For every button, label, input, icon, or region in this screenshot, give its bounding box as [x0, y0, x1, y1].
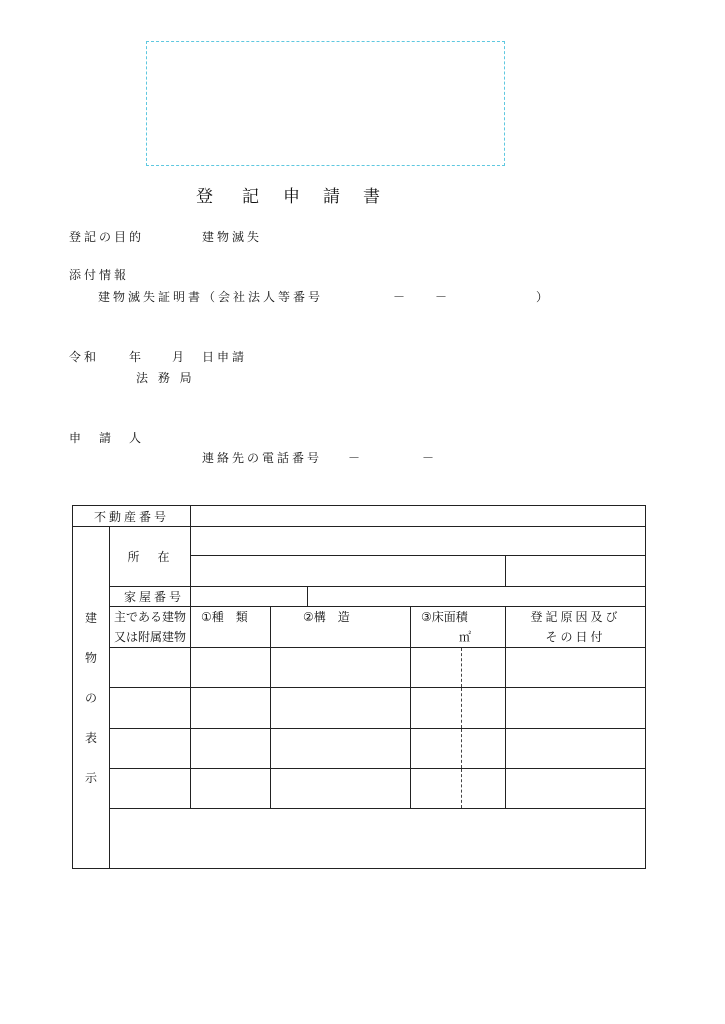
area-header-label: ③床面積 [421, 610, 468, 624]
table-row [73, 648, 646, 688]
location-cell-3[interactable] [506, 556, 646, 587]
row-cause-cell[interactable] [506, 648, 646, 688]
date-month: 月 [172, 350, 185, 364]
type-header-label: ①種 類 [201, 610, 248, 624]
row-main-cell[interactable] [110, 688, 191, 729]
property-no-cell[interactable] [191, 506, 646, 527]
purpose-value: 建物滅失 [202, 230, 263, 244]
main-bldg-line-1: 主である建物 [114, 610, 187, 624]
title-char: 記 [242, 187, 261, 207]
side-char: の [84, 690, 97, 705]
row-structure-cell[interactable] [271, 648, 411, 688]
side-char: 表 [84, 730, 97, 745]
location-cell-1[interactable] [191, 527, 646, 556]
type-header [191, 607, 271, 648]
date-day-apply: 日申請 [202, 350, 248, 364]
house-no-cell-2[interactable] [308, 587, 646, 607]
row-structure-cell[interactable] [271, 688, 411, 729]
side-char: 建 [84, 610, 97, 625]
revenue-stamp-box [146, 41, 505, 166]
area-unit: ㎡ [459, 630, 472, 644]
row-main-cell[interactable] [110, 729, 191, 769]
notes-cell[interactable] [110, 809, 646, 869]
row-area-cell[interactable] [411, 648, 506, 688]
cause-header [506, 607, 646, 648]
row-type-cell[interactable] [191, 729, 271, 769]
cause-header-line-2: その日付 [545, 630, 606, 644]
location-cell-2[interactable] [191, 556, 506, 587]
corp-no-dash-2: － [435, 290, 448, 304]
structure-header-label: ②構 造 [303, 610, 350, 624]
building-display-side [73, 527, 110, 869]
phone-label: 連絡先の電話番号 [202, 451, 323, 465]
row-cause-cell[interactable] [506, 729, 646, 769]
table-row [73, 769, 646, 809]
row-type-cell[interactable] [191, 688, 271, 729]
title-char: 申 [283, 187, 302, 207]
applicant-label: 申 請 人 [69, 431, 145, 445]
side-char: 示 [84, 770, 97, 785]
phone-dash-2: － [422, 451, 435, 465]
row-area-cell[interactable] [411, 688, 506, 729]
row-cause-cell[interactable] [506, 688, 646, 729]
side-label [73, 598, 109, 798]
location-label: 所 在 [110, 527, 191, 587]
row-main-cell[interactable] [110, 769, 191, 809]
area-header [411, 607, 506, 648]
row-cause-cell[interactable] [506, 769, 646, 809]
table-row [73, 729, 646, 769]
row-area-cell[interactable] [411, 769, 506, 809]
purpose-label: 登記の目的 [69, 230, 145, 244]
house-no-label: 家屋番号 [110, 587, 191, 607]
date-year: 年 [129, 350, 142, 364]
table-row [73, 688, 646, 729]
row-structure-cell[interactable] [271, 769, 411, 809]
title-char: 書 [363, 187, 382, 207]
building-table [72, 505, 646, 869]
phone-dash-1: － [348, 451, 361, 465]
corp-no-dash-1: － [393, 290, 406, 304]
structure-header [271, 607, 411, 648]
corp-no-close: ） [536, 290, 549, 304]
house-no-cell-1[interactable] [191, 587, 308, 607]
main-bldg-header [110, 607, 191, 648]
attachments-label: 添付情報 [69, 268, 130, 282]
title-char: 請 [323, 187, 342, 207]
property-no-label: 不動産番号 [73, 506, 191, 527]
cause-header-line-1: 登記原因及び [530, 610, 621, 624]
row-type-cell[interactable] [191, 648, 271, 688]
bureau: 法 務 局 [136, 371, 195, 385]
attachments-line: 建物滅失証明書（会社法人等番号 [98, 290, 324, 304]
row-structure-cell[interactable] [271, 729, 411, 769]
side-char: 物 [84, 650, 97, 665]
row-area-cell[interactable] [411, 729, 506, 769]
row-main-cell[interactable] [110, 648, 191, 688]
date-era: 令和 [69, 350, 100, 364]
main-bldg-line-2: 又は附属建物 [114, 630, 187, 644]
row-type-cell[interactable] [191, 769, 271, 809]
title-char: 登 [196, 187, 215, 207]
